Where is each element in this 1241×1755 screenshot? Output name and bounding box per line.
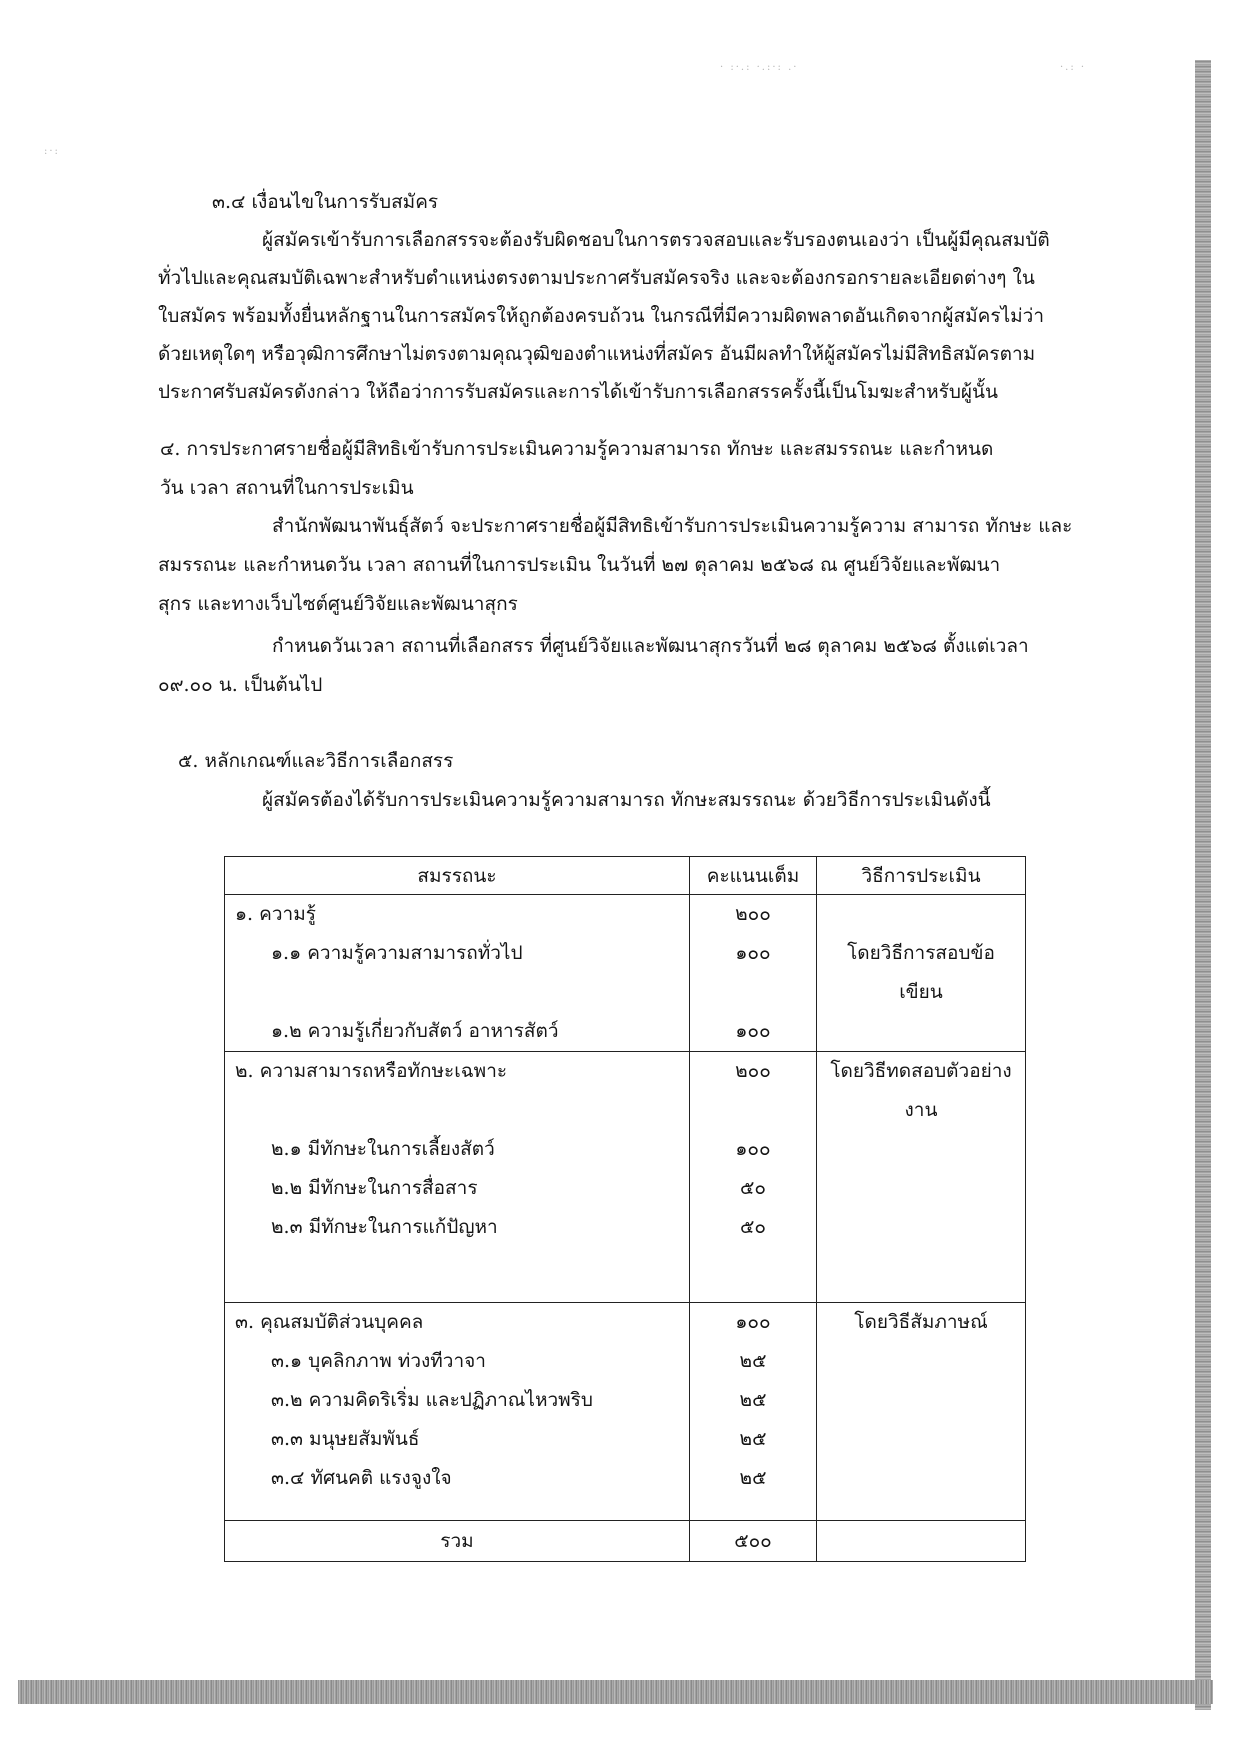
row-item: ๑.๑ ความรู้ความสามารถทั่วไป [225, 934, 690, 1012]
table-row [225, 934, 1026, 1012]
row-score: ๒๕ [690, 1459, 817, 1498]
total-label: รวม [225, 1521, 690, 1562]
row-item: ๓. คุณสมบัติส่วนบุคคล [225, 1303, 690, 1343]
row-method [817, 1169, 1026, 1208]
table-total-row [225, 1521, 1026, 1562]
section-3-4-line: ผู้สมัครเข้ารับการเลือกสรรจะต้องรับผิดชอบในการตรวจสอบและรับรองตนเองว่า เป็นผู้มีคุณสมบัติ [262, 229, 1050, 251]
table-row [225, 1169, 1026, 1208]
table-row [225, 1342, 1026, 1381]
row-score: ๒๕ [690, 1342, 817, 1381]
row-score: ๒๕ [690, 1420, 817, 1459]
section-4-para1-line: สมรรถนะ และกำหนดวัน เวลา สถานที่ในการประเมิน ในวันที่ ๒๗ ตุลาคม ๒๕๖๘ ณ ศูนย์วิจัยและพัฒนา [158, 554, 1001, 576]
table-row [225, 1052, 1026, 1131]
competency-table [224, 856, 1026, 1562]
header-competency: สมรรถนะ [225, 857, 690, 895]
table-row [225, 1208, 1026, 1247]
spacer-cell [690, 1247, 817, 1303]
header-method: วิธีการประเมิน [817, 857, 1026, 895]
row-method [817, 1342, 1026, 1381]
row-method [817, 1130, 1026, 1169]
table-row [225, 1420, 1026, 1459]
section-3-4-line: ประกาศรับสมัครดังกล่าว ให้ถือว่าการรับสมัครและการได้เข้ารับการเลือกสรรครั้งนี้เป็นโมฆะสำหรับผู้นั้น [158, 381, 999, 403]
spacer-cell [817, 1498, 1026, 1521]
row-score: ๒๕ [690, 1381, 817, 1420]
row-score: ๑๐๐ [690, 1130, 817, 1169]
section-4-para1-line: สำนักพัฒนาพันธุ์สัตว์ จะประกาศรายชื่อผู้มีสิทธิเข้ารับการประเมินความรู้ความ สามารถ ทักษะ และ [272, 515, 1073, 537]
row-item: ๒.๑ มีทักษะในการเลี้ยงสัตว์ [225, 1130, 690, 1169]
row-score: ๑๐๐ [690, 934, 817, 1012]
header-full-score: คะแนนเต็ม [690, 857, 817, 895]
section-4-para2-line: ๐๙.๐๐ น. เป็นต้นไป [158, 674, 323, 696]
section-5-heading: ๕. หลักเกณฑ์และวิธีการเลือกสรร [178, 750, 454, 772]
row-method [817, 895, 1026, 935]
row-score: ๑๐๐ [690, 1303, 817, 1343]
scan-noise-top: · :·.: ·.:·: .· [720, 62, 799, 73]
total-score: ๕๐๐ [690, 1521, 817, 1562]
section-4-heading: ๔. การประกาศรายชื่อผู้มีสิทธิเข้ารับการประเมินความรู้ความสามารถ ทักษะ และสมรรถนะ และกำหนด [160, 438, 994, 460]
row-method [817, 1012, 1026, 1052]
row-method: โดยวิธีสัมภาษณ์ [817, 1303, 1026, 1343]
row-item: ๑.๒ ความรู้เกี่ยวกับสัตว์ อาหารสัตว์ [225, 1012, 690, 1052]
scan-shadow-bottom [18, 1680, 1213, 1704]
table-row [225, 1459, 1026, 1498]
table-header-row [225, 857, 1026, 895]
section-4-para1-line: สุกร และทางเว็บไซต์ศูนย์วิจัยและพัฒนาสุกร [158, 593, 518, 615]
section-3-4-line: ใบสมัคร พร้อมทั้งยื่นหลักฐานในการสมัครให้ถูกต้องครบถ้วน ในกรณีที่มีความผิดพลาดอันเกิดจากผู้สมัครไม่ว่า [158, 305, 1045, 327]
scan-shadow-right [1195, 60, 1211, 1710]
total-method [817, 1521, 1026, 1562]
section-4-para2-line: กำหนดวันเวลา สถานที่เลือกสรร ที่ศูนย์วิจัยและพัฒนาสุกรวันที่ ๒๘ ตุลาคม ๒๕๖๘ ตั้งแต่เวลา [272, 635, 1029, 657]
table-row [225, 1303, 1026, 1343]
row-method: โดยวิธีทดสอบตัวอย่างงาน [817, 1052, 1026, 1131]
spacer-cell [225, 1247, 690, 1303]
table-row [225, 1012, 1026, 1052]
row-item: ๑. ความรู้ [225, 895, 690, 935]
section-3-4-line: ทั่วไปและคุณสมบัติเฉพาะสำหรับตำแหน่งตรงตามประกาศรับสมัครจริง และจะต้องกรอกรายละเอียดต่างๆ ใน [158, 267, 1035, 289]
spacer-cell [225, 1498, 690, 1521]
table-spacer-row [225, 1498, 1026, 1521]
row-item: ๓.๓ มนุษยสัมพันธ์ [225, 1420, 690, 1459]
section-3-4-heading: ๓.๔ เงื่อนไขในการรับสมัคร [212, 191, 439, 213]
table-row [225, 1381, 1026, 1420]
table-row [225, 1130, 1026, 1169]
row-score: ๕๐ [690, 1169, 817, 1208]
spacer-cell [817, 1247, 1026, 1303]
row-method [817, 1381, 1026, 1420]
row-item: ๓.๔ ทัศนคติ แรงจูงใจ [225, 1459, 690, 1498]
row-method: โดยวิธีการสอบข้อเขียน [817, 934, 1026, 1012]
row-method [817, 1208, 1026, 1247]
section-3-4-line: ด้วยเหตุใดๆ หรือวุฒิการศึกษาไม่ตรงตามคุณวุฒิของตำแหน่งที่สมัคร อันมีผลทำให้ผู้สมัครไม่มีสิทธิสมัครตาม [158, 343, 1036, 365]
scan-noise-left: :·: [44, 146, 60, 157]
row-score: ๒๐๐ [690, 1052, 817, 1131]
scan-noise-top-right: ·.: · [1060, 62, 1087, 73]
section-5-intro: ผู้สมัครต้องได้รับการประเมินความรู้ความสามารถ ทักษะสมรรถนะ ด้วยวิธีการประเมินดังนี้ [262, 789, 991, 811]
row-item: ๒.๓ มีทักษะในการแก้ปัญหา [225, 1208, 690, 1247]
row-item: ๒. ความสามารถหรือทักษะเฉพาะ [225, 1052, 690, 1131]
row-method [817, 1420, 1026, 1459]
table-row [225, 895, 1026, 935]
row-method [817, 1459, 1026, 1498]
row-item: ๒.๒ มีทักษะในการสื่อสาร [225, 1169, 690, 1208]
row-item: ๓.๑ บุคลิกภาพ ท่วงทีวาจา [225, 1342, 690, 1381]
table-spacer-row [225, 1247, 1026, 1303]
row-score: ๑๐๐ [690, 1012, 817, 1052]
row-item: ๓.๒ ความคิดริเริ่ม และปฏิภาณไหวพริบ [225, 1381, 690, 1420]
spacer-cell [690, 1498, 817, 1521]
row-score: ๕๐ [690, 1208, 817, 1247]
section-4-heading: วัน เวลา สถานที่ในการประเมิน [160, 477, 414, 499]
row-score: ๒๐๐ [690, 895, 817, 935]
